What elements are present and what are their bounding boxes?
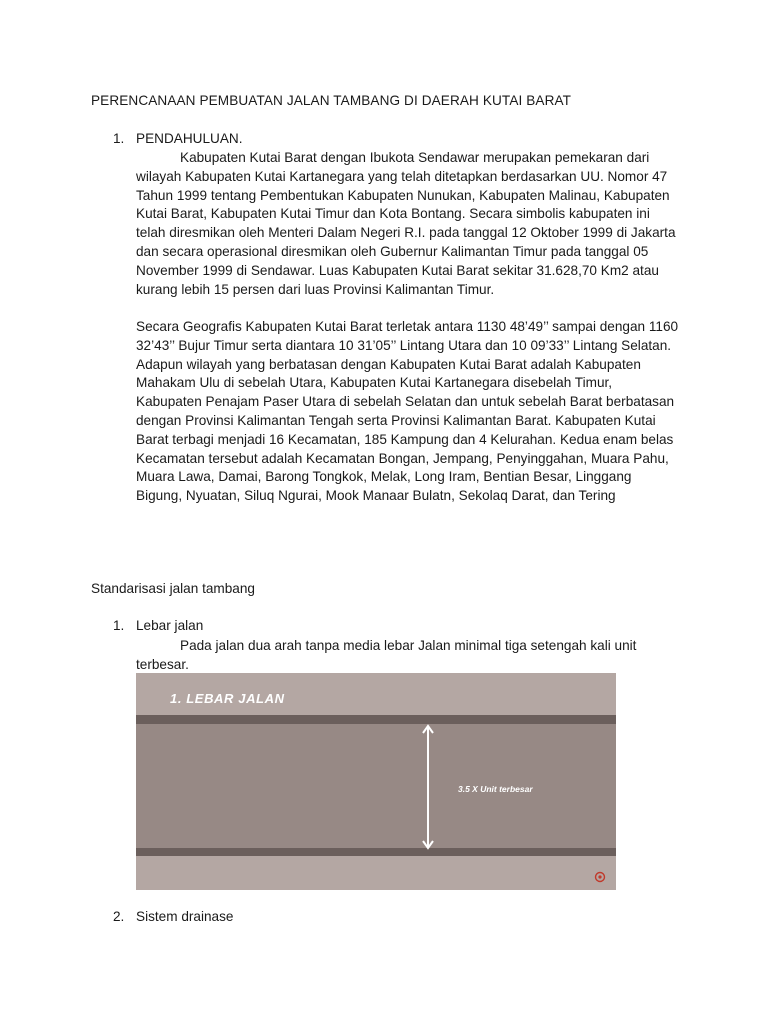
paragraph-intro — [136, 149, 681, 299]
circle-logo-icon — [594, 871, 606, 883]
road-width-figure — [136, 673, 616, 890]
dimension-label: 3.5 X Unit terbesar — [458, 784, 533, 794]
paragraph-geography: Secara Geografis Kabupaten Kutai Barat terletak antara 1130 48’49’’ sampai dengan 1160 32’43’’ Bujur Timur serta diantara 10 31’05’’ Lintang Utara dan 10 09’33’’ Lintang Selatan. Adapun wilayah yang berbatasan dengan Kabupaten Kutai Barat adalah Kabupaten Mahakam Ulu di sebelah Utara, Kabupaten Kutai Kartanegara disebelah Timur, Kabupaten Penajam Paser Utara di sebelah Selatan dan untuk sebelah Barat berbatasan dengan Provinsi Kalimantan Tengah serta Provinsi Kalimantan Barat. Kabupaten Kutai Barat terbagi menjadi 16 Kecamatan, 185 Kampung dan 4 Kelurahan. Kedua enam belas Kecamatan tersebut adalah Kecamatan Bongan, Jempang, Penyinggahan, Muara Pahu, Muara Lawa, Damai, Barong Tongkok, Melak, Long Iram, Bentian Besar, Linggang Bigung, Nyuatan, Siluq Ngurai, Mook Manaar Bulatn, Sekolaq Darat, dan Tering — [136, 319, 679, 504]
paragraph-lebar-jalan-text: Pada jalan dua arah tanpa media lebar Jalan minimal tiga setengah kali unit terbesar. — [136, 638, 637, 672]
standard-item-number: 1. — [113, 618, 125, 633]
figure-title: 1. LEBAR JALAN — [170, 691, 285, 706]
road-surface — [136, 724, 616, 848]
road-edge-top — [136, 715, 616, 724]
paragraph-lebar-jalan — [136, 637, 681, 675]
standard-item-label-sistem-drainase: Sistem drainase — [136, 909, 234, 924]
standard-item-label-lebar-jalan: Lebar jalan — [136, 618, 204, 633]
double-headed-vertical-arrow-icon — [418, 723, 438, 851]
paragraph-intro-text: Kabupaten Kutai Barat dengan Ibukota Sendawar merupakan pemekaran dari wilayah Kabupaten Kutai Kartanegara yang telah ditetapkan berdasarkan UU. Nomor 47 Tahun 1999 tentang Pembentukan Kabupaten Nunukan, Kabupaten Malinau, Kabupaten Kutai Barat, Kabupaten Kutai Timur dan Kota Bontang. Secara simbolis kabupaten ini telah diresmikan oleh Menteri Dalam Negeri R.I. pada tanggal 12 Oktober 1999 di Jakarta dan secara operasional diresmikan oleh Gubernur Kalimantan Timur pada tanggal 05 November 1999 di Sendawar. Luas Kabupaten Kutai Barat sekitar 31.628,70 Km2 atau kurang lebih 15 persen dari luas Provinsi Kalimantan Timur. — [136, 150, 676, 297]
section-number: 1. — [113, 131, 125, 146]
document-title: PERENCANAAN PEMBUATAN JALAN TAMBANG DI DAERAH KUTAI BARAT — [91, 93, 572, 108]
section-heading-pendahuluan: PENDAHULUAN. — [136, 131, 243, 146]
standard-item-number-2: 2. — [113, 909, 125, 924]
road-shoulder — [136, 856, 616, 890]
road-edge-bottom — [136, 848, 616, 856]
standards-heading: Standarisasi jalan tambang — [91, 581, 255, 596]
